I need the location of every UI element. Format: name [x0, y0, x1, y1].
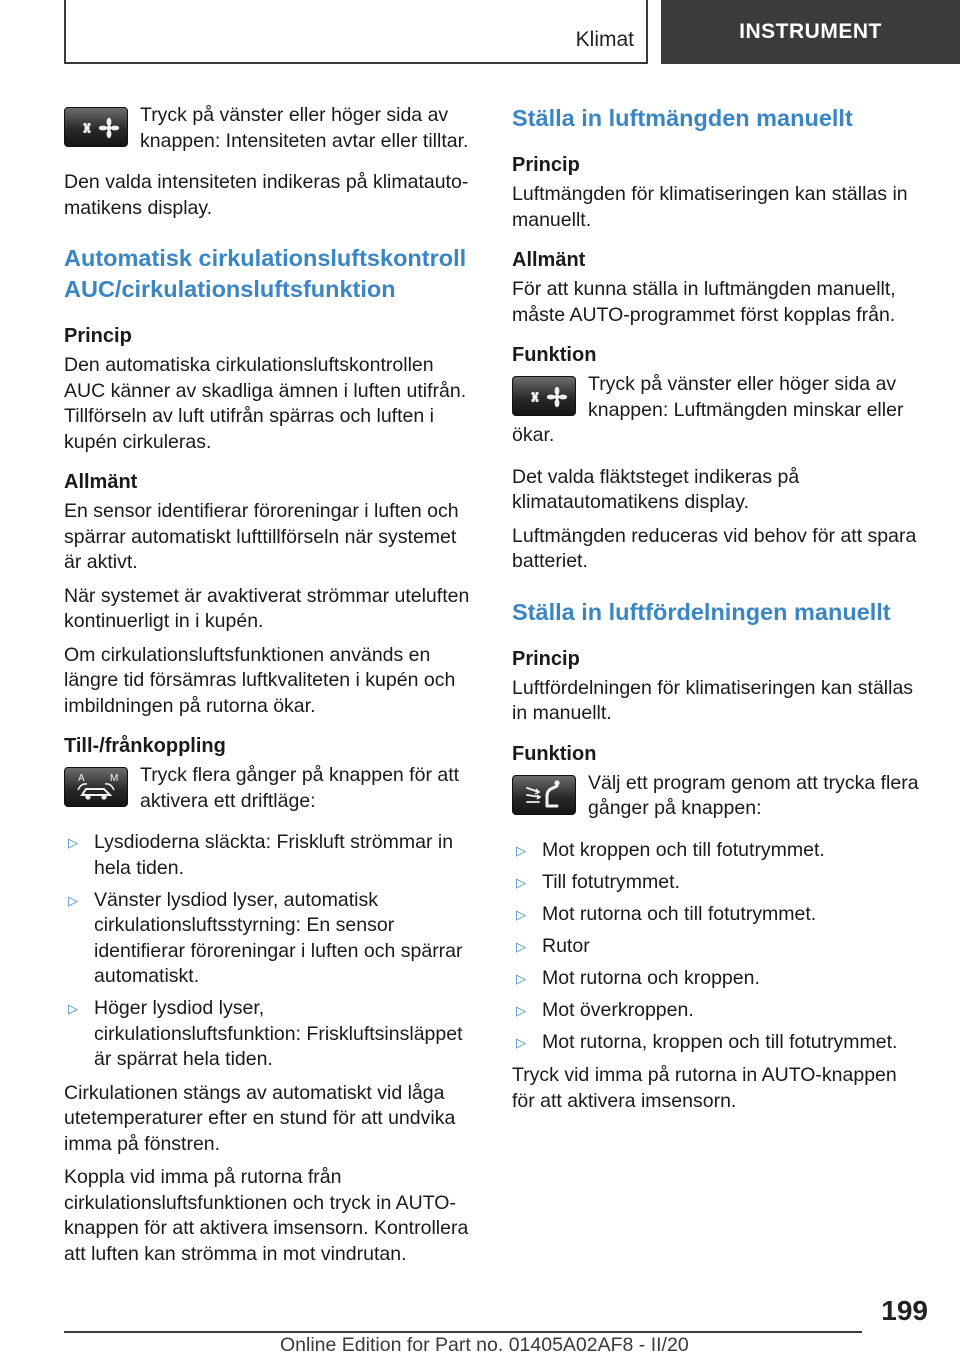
list-item: ▷ Lysdioderna släckta: Friskluft strömmar in hela tiden.: [68, 831, 454, 879]
header-chapter-tab: INSTRUMENT: [661, 0, 960, 64]
list-item: ▷ Mot rutorna och kroppen.: [512, 966, 924, 992]
triangle-bullet-icon: ▷: [68, 1001, 78, 1016]
triangle-bullet-icon: ▷: [516, 1002, 526, 1018]
footer-edition: Online Edition for Part no. 01405A02AF8 - II/20: [280, 1334, 689, 1356]
triangle-bullet-icon: ▷: [516, 970, 526, 986]
auc-allmant-text-2: När systemet är avaktiverat strömmar uteluften kontinuerligt in i kupén.: [64, 584, 470, 632]
distribution-program-list: [512, 838, 924, 1056]
recirculation-button-icon: [64, 767, 128, 807]
fan-button-icon: [64, 107, 128, 147]
header-frame: [64, 0, 648, 64]
auc-toggle-heading: Till-/frånkoppling: [64, 735, 226, 757]
airflow-heading: Ställa in luftmängden manuellt: [512, 105, 853, 131]
list-item: ▷ Rutor: [512, 934, 924, 960]
auc-heading: Automatisk cirkulationsluftskontroll AUC/cirkulationsluftsfunktion: [64, 245, 467, 302]
triangle-bullet-icon: ▷: [516, 1034, 526, 1050]
airflow-allmant-text: För att kunna ställa in luftmängden manuellt, måste AUTO-programmet först kopplas från.: [512, 278, 896, 326]
airflow-instruction: [512, 372, 924, 457]
airflow-funktion-heading: Funktion: [512, 344, 597, 366]
right-column: [512, 103, 924, 1122]
distribution-instruction: [512, 771, 924, 830]
recirculation-instruction: [64, 763, 476, 822]
fan-level-display-text: Det valda fläktsteget indikeras på klimatautomatikens display.: [512, 465, 800, 513]
airflow-princip-text: Luftmängden för klimatiseringen kan ställas in manuellt.: [512, 183, 908, 231]
list-item: ▷ Vänster lysdiod lyser, automatisk cirkulationsluftsstyrning: En sensor identifierar föroreningar i luften och spärrar automatiskt.: [68, 888, 463, 987]
list-item: ▷ Mot kroppen och till fotutrymmet.: [512, 838, 924, 864]
distribution-fog-text: Tryck vid imma på rutorna in AUTO-knappen för att aktivera imsensorn.: [512, 1064, 897, 1112]
intensity-instruction-text: Tryck på vänster eller höger sida av knappen: Intensiteten avtar eller tilltar.: [140, 104, 469, 152]
list-item: ▷ Mot rutorna och till fotutrymmet.: [512, 902, 924, 928]
auc-allmant-text-1: En sensor identifierar föroreningar i luften och spärrar automatiskt lufttillförseln när systemet är aktivt.: [64, 500, 459, 573]
auc-allmant-text-3: Om cirkulationsluftsfunktionen används en längre tid försämras luftkvaliteten i kupén och imbildningen på rutorna ökar.: [64, 643, 456, 717]
recirculation-fog-text: Koppla vid imma på rutorna från cirkulationsluftsfunktionen och tryck in AUTO-knappen för att aktivera imsensorn. Kontrollera att luften kan strömma in mot vindrutan.: [64, 1166, 469, 1265]
left-column: [64, 103, 476, 1275]
list-item: ▷ Mot överkroppen.: [512, 998, 924, 1024]
intensity-display-text: Den valda intensiteten indikeras på klimatautomatikens display.: [64, 171, 469, 219]
auc-princip-text: Den automatiska cirkulationsluftskontrollen AUC känner av skadliga ämnen i luften utifrån. Tillförseln av luft utifrån spärras och luften i kupén cirkuleras.: [64, 354, 467, 453]
list-item: ▷ Mot rutorna, kroppen och till fotutrymmet.: [512, 1030, 924, 1056]
triangle-bullet-icon: ▷: [516, 842, 526, 858]
list-item: ▷ Till fotutrymmet.: [512, 870, 924, 896]
auc-allmant-heading: Allmänt: [64, 471, 138, 493]
fan-button-icon: [512, 376, 576, 416]
triangle-bullet-icon: ▷: [68, 835, 78, 850]
distribution-princip-heading: Princip: [512, 647, 580, 670]
triangle-bullet-icon: ▷: [516, 938, 526, 954]
distribution-instruction-text: Välj ett program genom att trycka flera gånger på knappen:: [588, 771, 919, 819]
triangle-bullet-icon: ▷: [68, 892, 78, 908]
recirculation-auto-off-text: Cirkulationen stängs av automatiskt vid låga utetemperaturer efter en stund för att undvika imma på fönstren.: [64, 1081, 456, 1155]
footer-divider: [64, 1331, 862, 1333]
air-distribution-button-icon: [512, 775, 576, 815]
recirculation-mode-list: [64, 830, 476, 1073]
air-distribution-heading: Ställa in luftfördelningen manuellt: [512, 598, 891, 625]
triangle-bullet-icon: ▷: [516, 874, 526, 890]
distribution-princip-text: Luftfördelningen för klimatiseringen kan ställas in manuellt.: [512, 676, 914, 724]
recirc-led-right-label: M: [110, 773, 119, 784]
distribution-funktion-heading: Funktion: [512, 742, 597, 765]
recirculation-instruction-text: Tryck flera gånger på knappen för att aktivera ett driftläge:: [140, 764, 460, 812]
list-item: ▷ Höger lysdiod lyser, cirkulationsluftsfunktion: Friskluftsinsläppet är spärrat hela tiden.: [68, 997, 463, 1070]
header-section-title: Klimat: [575, 28, 634, 51]
page-number: 199: [881, 1295, 928, 1326]
intensity-instruction: [64, 103, 476, 162]
airflow-allmant-heading: Allmänt: [512, 249, 586, 271]
recirc-led-left-label: A: [78, 773, 85, 784]
airflow-princip-heading: Princip: [512, 154, 580, 176]
triangle-bullet-icon: ▷: [516, 906, 526, 922]
auc-princip-heading: Princip: [64, 325, 132, 347]
airflow-instruction-text: Tryck på vänster eller höger sida av knappen: Luftmängden minskar eller ökar.: [512, 373, 904, 446]
battery-saving-text: Luftmängden reduceras vid behov för att spara batteriet.: [512, 524, 917, 572]
